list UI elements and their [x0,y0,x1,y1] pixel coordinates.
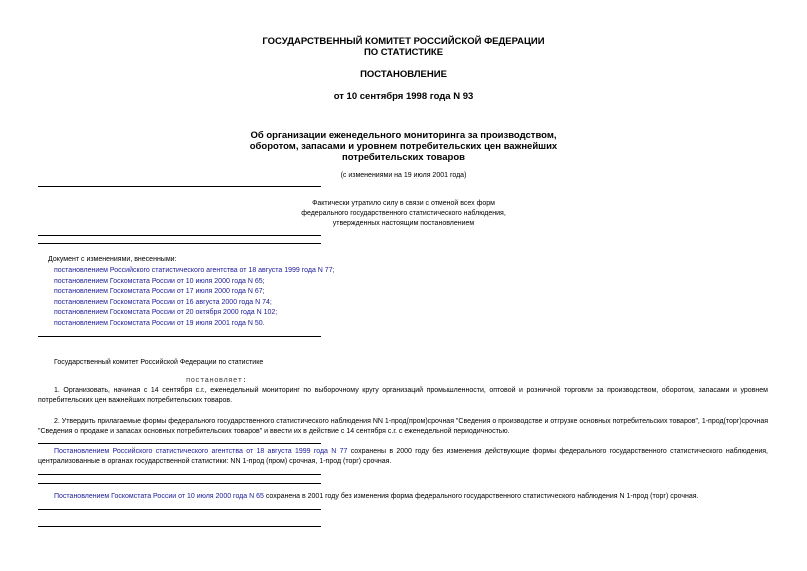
changes-note: (с изменениями на 19 июля 2001 года) [340,172,467,179]
note-2 [38,492,768,502]
committee-line: Государственный комитет Российской Федерации по статистике [54,359,264,366]
status-line3: утвержденных настоящим постановлением [332,220,475,227]
org-name-line1: ГОСУДАРСТВЕННЫЙ КОМИТЕТ РОССИЙСКОЙ ФЕДЕРАЦИИ [262,36,545,47]
note-2-link[interactable]: Постановлением Госкомстата России от 10 июля 2000 года N 65 [54,493,264,500]
document-title-line2: оборотом, запасами и уровнем потребительских цен важнейших [249,141,558,152]
org-name-line2: ПО СТАТИСТИКЕ [363,47,444,58]
paragraph-2: 2. Утвердить прилагаемые формы федерального государственного статистического наблюдения NN 1-прод(пром)срочная "Сведения о производстве и отгрузке основных потребительских товаров", 1-прод(торг)срочная "Сведения о продаже и запасах основных потребительских товаров" и ввести их в действие с 14 сентября с.г. с еженедельной периодичностью. [38,418,769,435]
change-link[interactable]: постановлением Госкомстата России от 17 июля 2000 года N 67; [54,288,265,295]
change-link[interactable]: постановлением Госкомстата России от 16 августа 2000 года N 74; [54,298,272,306]
note-2-text: сохранена в 2001 году без изменения форма федерального государственного статистического наблюдения N 1-прод (торг) срочная. [263,493,699,500]
status-line2: федерального государственного статистического наблюдения, [301,210,506,217]
document-type: ПОСТАНОВЛЕНИЕ [360,69,447,80]
change-link[interactable]: постановлением Госкомстата России от 19 июля 2001 года N 50. [54,319,265,327]
note-1-link[interactable]: Постановлением Российского статистического агентства от 18 августа 1999 года N 77 [54,448,348,455]
divider [38,186,321,187]
note-1-text: сохранены в 2000 году без изменения действующие формы федерального государственного статистического наблюдения, централизованные в органах государственной статистики: NN 1-прод (пром) срочная, 1-прод (торг) срочная. [38,448,768,465]
divider [38,235,321,236]
change-link[interactable]: постановлением Госкомстата России от 20 октября 2000 года N 102; [54,309,278,316]
document-title-line1: Об организации еженедельного мониторинга за производством, [250,130,557,141]
divider [38,443,321,444]
change-link[interactable]: постановлением Российского статистического агентства от 18 августа 1999 года N 77; [54,267,335,274]
divider [38,483,321,484]
divider [38,526,321,527]
note-1 [38,447,768,467]
divider [38,509,321,510]
divider [38,474,321,475]
divider [38,243,321,244]
changes-intro: Документ с изменениями, внесенными: [48,256,177,263]
document-date-number: от 10 сентября 1998 года N 93 [333,91,474,102]
divider [38,336,321,337]
changes-list [54,266,335,329]
change-link[interactable]: постановлением Госкомстата России от 10 июля 2000 года N 65; [54,277,265,285]
decrees-word: постановляет: [186,377,248,385]
status-line1: Фактически утратило силу в связи с отменой всех форм [312,200,495,207]
document-title-line3: потребительских товаров [341,152,465,163]
paragraph-1: 1. Организовать, начиная с 14 сентября с.г., еженедельный мониторинг по выборочному кругу организаций промышленности, оптовой и розничной торговли за производством, оборотом, запасами и уровнем потребительских цен важнейших потребительских товаров. [38,387,768,404]
